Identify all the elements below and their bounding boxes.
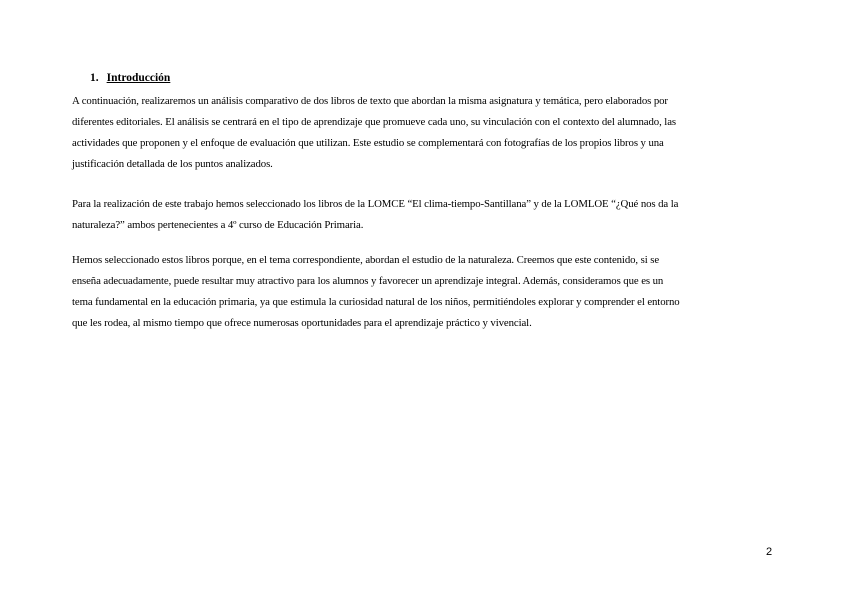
paragraph-line: Hemos seleccionado estos libros porque, en el tema correspondiente, abordan el estudio de la naturaleza. Creemos que este contenido, si se bbox=[72, 254, 660, 266]
paragraph-line: Para la realización de este trabajo hemos seleccionado los libros de la LOMCE “El clima-tiempo-Santillana” y de la LOMLOE “¿Qué nos da la bbox=[72, 198, 679, 210]
paragraph-line: enseña adecuadamente, puede resultar muy atractivo para los alumnos y favorecer un aprendizaje integral. Además, consideramos que es un bbox=[72, 275, 664, 287]
section-number: 1. bbox=[90, 72, 99, 84]
paragraph-line: tema fundamental en la educación primaria, ya que estimula la curiosidad natural de los niños, permitiéndoles explorar y comprender el entorno bbox=[72, 296, 680, 308]
paragraph-selection bbox=[72, 194, 777, 236]
paragraph-line: diferentes editoriales. El análisis se centrará en el tipo de aprendizaje que promueve cada uno, su vinculación con el contexto del alumnado, las bbox=[72, 116, 676, 128]
paragraph-line: A continuación, realizaremos un análisis comparativo de dos libros de texto que abordan la misma asignatura y temática, pero elaborados por bbox=[72, 95, 668, 107]
paragraph-line: actividades que proponen y el enfoque de evaluación que utilizan. Este estudio se complementará con fotografías de los propios libros y una bbox=[72, 137, 664, 149]
paragraph-justification bbox=[72, 250, 777, 334]
paragraph-line: naturaleza?” ambos pertenecientes a 4º curso de Educación Primaria. bbox=[72, 219, 364, 231]
page-number: 2 bbox=[766, 546, 773, 558]
paragraph-line: justificación detallada de los puntos analizados. bbox=[72, 158, 273, 170]
paragraph-line: que les rodea, al mismo tiempo que ofrece numerosas oportunidades para el aprendizaje práctico y vivencial. bbox=[72, 317, 532, 329]
section-title: Introducción bbox=[106, 72, 171, 84]
section-heading bbox=[90, 72, 170, 84]
paragraph-intro bbox=[72, 91, 777, 175]
